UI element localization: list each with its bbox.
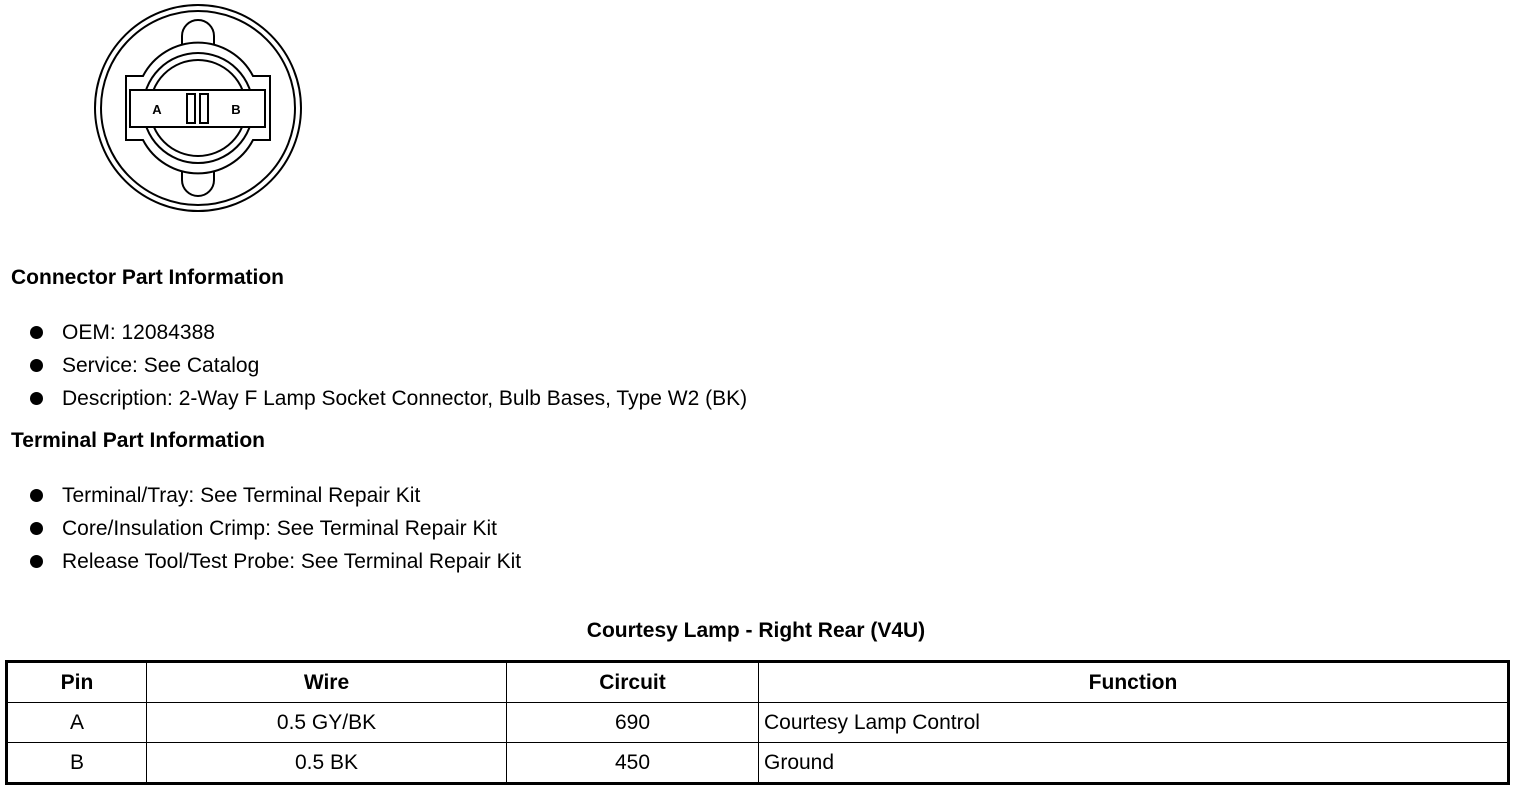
bullet-icon [30,522,43,535]
list-item-text: Terminal/Tray: See Terminal Repair Kit [62,484,421,507]
table-caption: Courtesy Lamp - Right Rear (V4U) [586,619,926,642]
table-row [7,703,1509,743]
connector-top-lobe [182,20,214,44]
pin-cell: A [7,703,147,743]
bullet-icon [30,359,43,372]
pin-b-label: B [231,102,241,117]
table-row [7,743,1509,784]
list-item-text: OEM: 12084388 [62,321,215,344]
column-header-function: Function [759,662,1509,703]
bullet-icon [30,326,43,339]
list-item [0,483,521,516]
list-item [0,353,747,386]
terminal-part-info-heading: Terminal Part Information [11,429,265,452]
list-item-text: Core/Insulation Crimp: See Terminal Repair Kit [62,517,497,540]
circuit-cell: 450 [507,743,759,784]
connector-part-info-heading: Connector Part Information [11,266,285,289]
function-cell: Courtesy Lamp Control [759,703,1509,743]
pin-cell: B [7,743,147,784]
list-item-text: Release Tool/Test Probe: See Terminal Repair Kit [62,550,522,573]
connector-face-diagram [88,0,308,220]
bullet-icon [30,392,43,405]
list-item-text: Description: 2-Way F Lamp Socket Connector, Bulb Bases, Type W2 (BK) [62,387,748,410]
connector-bottom-lobe [182,172,214,196]
bullet-icon [30,489,43,502]
terminal-part-info-list [0,483,521,582]
wire-cell: 0.5 GY/BK [147,703,507,743]
pinout-table [5,660,1510,785]
list-item [0,516,521,549]
circuit-cell: 690 [507,703,759,743]
list-item [0,320,747,353]
list-item-text: Service: See Catalog [62,354,260,377]
list-item [0,549,521,582]
function-cell: Ground [759,743,1509,784]
list-item [0,386,747,419]
column-header-pin: Pin [7,662,147,703]
bullet-icon [30,555,43,568]
connector-part-info-list [0,320,747,419]
pin-a-label: A [152,102,162,117]
terminal-housing [130,90,265,127]
table-header-row [7,662,1509,703]
column-header-wire: Wire [147,662,507,703]
column-header-circuit: Circuit [507,662,759,703]
wire-cell: 0.5 BK [147,743,507,784]
